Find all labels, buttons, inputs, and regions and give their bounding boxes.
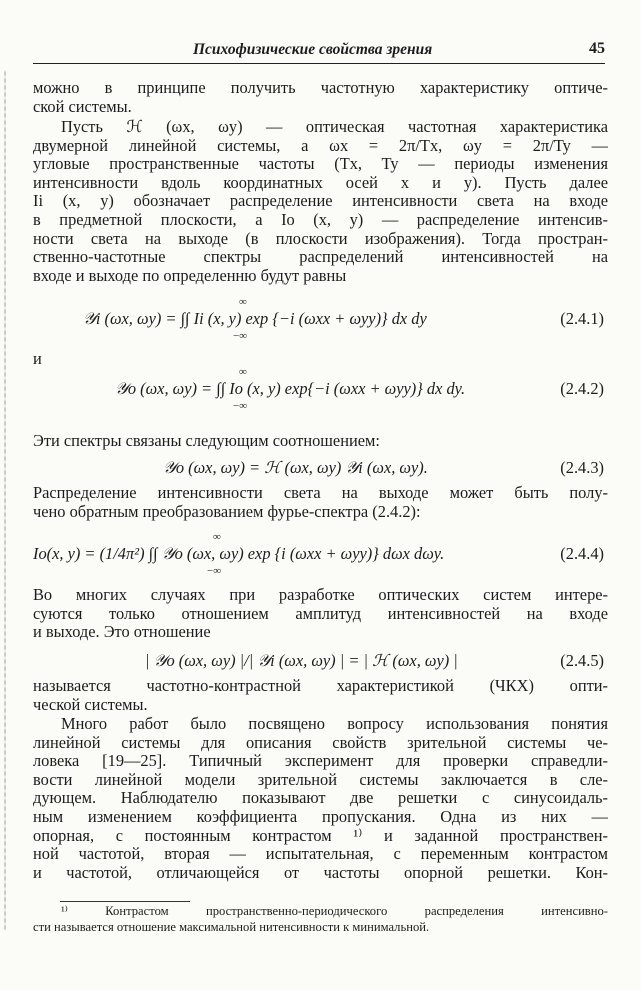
upper-limit: ∞ <box>213 531 221 543</box>
paragraph-2 <box>33 118 608 285</box>
page-number: 45 <box>589 40 605 57</box>
footnote <box>33 903 608 936</box>
text-line: Эти спектры связаны следующим соотношением: <box>33 432 380 450</box>
text-line: суются только отношением амплитуд интенсивностей на входе <box>33 604 608 623</box>
upper-limit: ∞ <box>239 366 247 378</box>
formula: | 𝒴o (ωx, ωy) |/| 𝒴i (ωx, ωy) | = | ℋ (ωx, ωy) | <box>145 651 458 670</box>
footnote-line: ¹⁾ Контрастом пространственно-периодического распределения интенсивно- <box>61 904 608 918</box>
running-header <box>33 37 605 64</box>
text-line: в предметной плоскости, а Io (x, y) — распределение интенсив- <box>33 210 608 229</box>
equation-2-4-4 <box>33 531 608 577</box>
text-line: интенсивности вдоль координатных осей x и y). Пусть далее <box>33 173 608 192</box>
footnote-line: сти называется отношение максимальной нитенсивности к минимальной. <box>33 920 430 935</box>
conjunction <box>33 350 608 369</box>
text-line: Распределение интенсивности света на выходе может быть полу- <box>33 484 608 502</box>
text-line: входе и выходе по определенню будут равны <box>33 266 347 285</box>
text-line: дующем. Наблюдателю показывают две решетки с синусоидаль- <box>33 789 608 808</box>
text-line: Ii (x, y) обозначает распределение интенсивности света на входе <box>33 192 608 211</box>
running-title: Психофизические свойства зрения <box>193 41 433 58</box>
text-line: называется частотно-контрастной характеристикой (ЧКХ) опти- <box>33 677 608 695</box>
paragraph-5 <box>33 586 608 642</box>
paragraph-1 <box>33 79 608 116</box>
equation-2-4-1 <box>33 296 608 342</box>
footnote-divider <box>60 901 190 902</box>
equation-2-4-5 <box>33 652 608 671</box>
text-line: ной частотой, вторая — испытательная, с переменным контрастом <box>33 845 608 864</box>
text-line: можно в принципе получить частотную характеристику оптиче- <box>33 79 608 97</box>
text-line: ской системы. <box>33 97 132 116</box>
lower-limit: −∞ <box>233 400 248 412</box>
text-line: двумерной линейной системы, а ωx = 2π/Tx, ωy = 2π/Ty — <box>33 136 608 155</box>
equation-number: (2.4.4) <box>560 544 604 563</box>
text-line: ческой системы. <box>33 695 148 714</box>
paragraph-6 <box>33 677 608 714</box>
text-line: ственно-частотные спектры распределений интенсивностей на <box>33 248 608 267</box>
text-line: чено обратным преобразованием фурье-спектра (2.4.2): <box>33 502 421 521</box>
text-line: угловые пространственные частоты (Tx, Ty — периоды изменения <box>33 155 608 174</box>
formula: 𝒴i (ωx, ωy) = ∫∫ Ii (x, y) exp {−i (ωxx + ωyy)} dx dy <box>83 309 427 328</box>
lower-limit: −∞ <box>207 565 222 577</box>
text-line: Пусть ℋ (ωx, ωy) — оптическая частотная характеристика <box>61 118 608 136</box>
equation-number: (2.4.2) <box>560 379 604 398</box>
text-line: и выходе. Это отношение <box>33 623 211 642</box>
text-line: и <box>33 350 42 368</box>
text-line: линейной системы для описания свойств зрительной системы че- <box>33 733 608 752</box>
paragraph-4 <box>33 484 608 521</box>
text-line: опорная, с постоянным контрастом ¹⁾ и заданной пространствен- <box>33 826 608 845</box>
text-line: ловека [19—25]. Типичный эксперимент для проверки справедли- <box>33 752 608 771</box>
text-line: ным изменением коэффициента пропускания. Одна из них — <box>33 807 608 826</box>
equation-2-4-3 <box>33 459 608 478</box>
text-line: вости линейной модели зрительной системы заключается в сле- <box>33 770 608 789</box>
formula: Io(x, y) = (1/4π²) ∫∫ 𝒴o (ωx, ωy) exp {i (ωxx + ωyy)} dωx dωy. <box>33 544 445 563</box>
equation-2-4-2 <box>33 366 608 412</box>
scan-edge-dots <box>4 70 6 930</box>
text-line: Много работ было посвящено вопросу использования понятия <box>61 715 608 733</box>
lower-limit: −∞ <box>233 330 248 342</box>
paragraph-3 <box>33 432 608 451</box>
equation-number: (2.4.3) <box>560 458 604 477</box>
text-line: и частотой, отличающейся от частоты опорной решетки. Кон- <box>33 863 608 882</box>
formula: 𝒴o (ωx, ωy) = ∫∫ Io (x, y) exp{−i (ωxx + ωyy)} dx dy. <box>115 379 466 398</box>
text-line: Во многих случаях при разработке оптических систем интере- <box>33 586 608 604</box>
paragraph-7 <box>33 715 608 882</box>
equation-number: (2.4.1) <box>560 309 604 328</box>
equation-number: (2.4.5) <box>560 651 604 670</box>
upper-limit: ∞ <box>239 296 247 308</box>
text-line: ности света на выходе (в плоскости изображения). Тогда простран- <box>33 229 608 248</box>
formula: 𝒴o (ωx, ωy) = ℋ (ωx, ωy) 𝒴i (ωx, ωy). <box>163 458 428 477</box>
